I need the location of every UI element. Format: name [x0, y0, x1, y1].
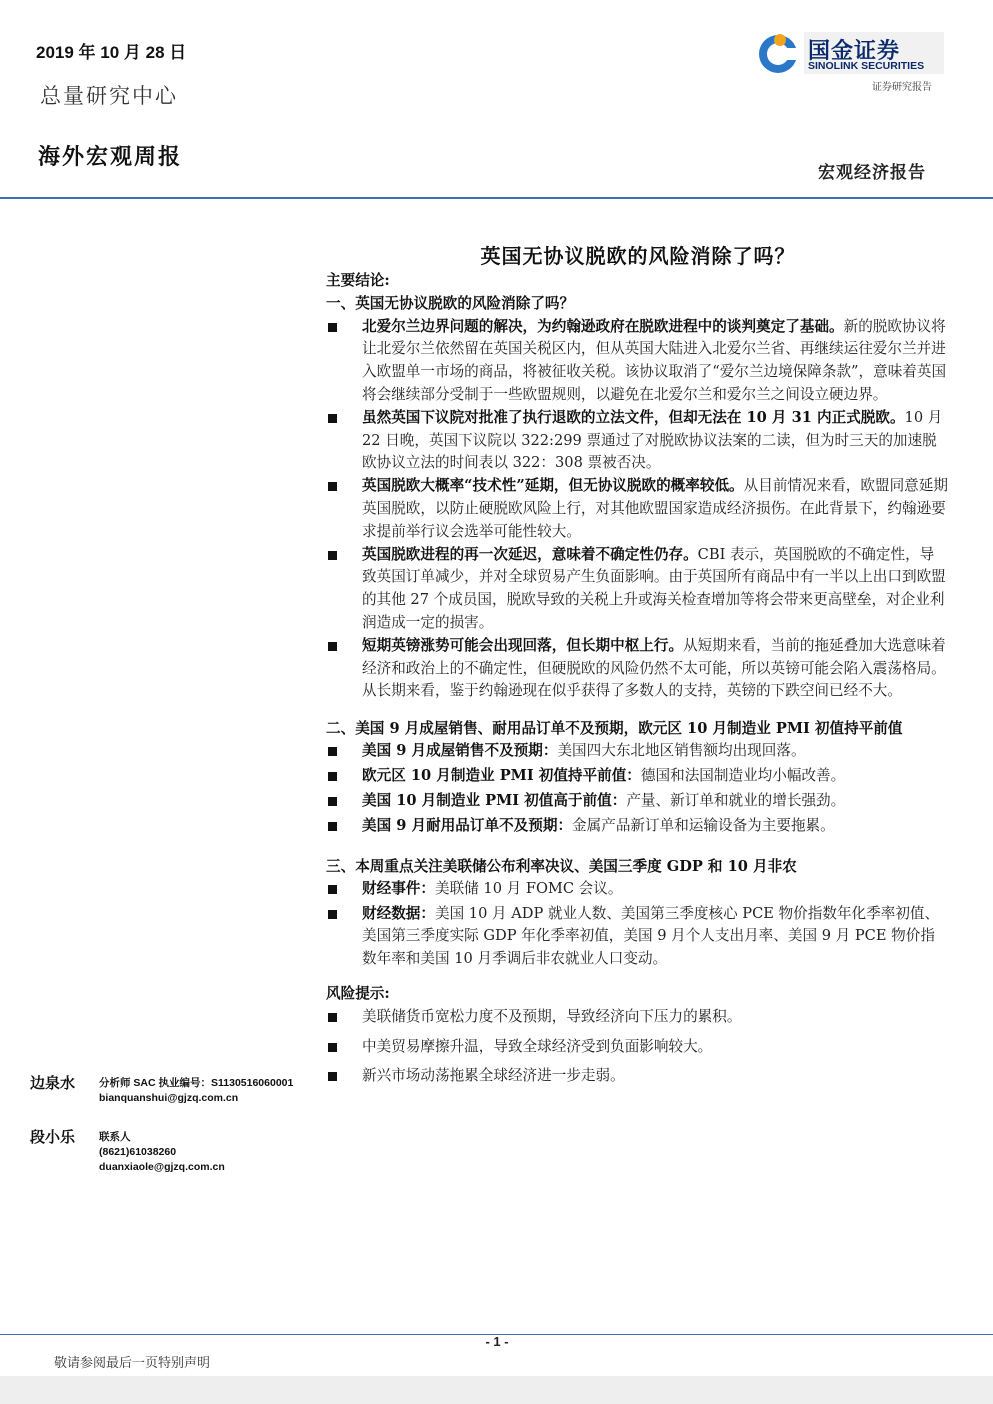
- author-email[interactable]: bianquanshui@gjzq.com.cn: [99, 1092, 239, 1104]
- item-lead: 英国脱欧大概率“技术性”延期，但无协议脱欧的概率较低。: [362, 477, 744, 495]
- square-bullet-icon: [328, 910, 337, 919]
- item-text: 新的脱欧协议将让北爱尔兰依然留在英国关税区内，但从英国大陆进入北爱尔兰省、再继续运往爱尔兰并进入欧盟单一市场的商品，将被征收关税。该协议取消了“爱尔兰边境保障条款”，意味着英国将会继续部分受制于一些欧盟规则，以避免在北爱尔兰和爱尔兰之间设立硬边界。: [362, 317, 947, 403]
- item-lead: 美国 9 月耐用品订单不及预期：: [362, 817, 573, 835]
- item-text: 美国 10 月 ADP 就业人数、美国第三季度核心 PCE 物价指数年化季率初值、美国第三季度实际 GDP 年化季率初值，美国 9 月个人支出月率、美国 9 月 PCE 物价指数年率和美国 10 月季调后非农就业人口变动。: [362, 904, 940, 968]
- list-item: [326, 790, 948, 813]
- footer-band: [0, 1376, 993, 1404]
- section2-heading: 二、美国 9 月成屋销售、耐用品订单不及预期，欧元区 10 月制造业 PMI 初值持平前值: [326, 720, 903, 738]
- item-lead: 财经事件：: [362, 879, 435, 897]
- logo-subtitle: 证券研究报告: [872, 82, 932, 93]
- list-item: [326, 544, 948, 635]
- square-bullet-icon: [328, 551, 337, 560]
- list-item: [326, 815, 948, 838]
- square-bullet-icon: [328, 822, 337, 831]
- list-item: [326, 407, 948, 475]
- list-item: [326, 765, 948, 788]
- square-bullet-icon: [328, 772, 337, 781]
- item-text: 金属产品新订单和运输设备为主要拖累。: [572, 817, 835, 835]
- square-bullet-icon: [328, 797, 337, 806]
- square-bullet-icon: [328, 414, 337, 423]
- item-lead: 美国 10 月制造业 PMI 初值高于前值：: [362, 792, 627, 810]
- list-item: [326, 635, 948, 703]
- list-item: [326, 878, 948, 901]
- item-text: 从目前情况来看，欧盟同意延期英国脱欧，以防止硬脱欧风险上行，对其他欧盟国家造成经济损伤。在此背景下，约翰逊要求提前举行议会选举可能性较大。: [362, 477, 948, 540]
- item-text: CBI 表示，英国脱欧的不确定性，导致英国订单减少，并对全球贸易产生负面影响。由于英国所有商品中有一半以上出口到欧盟的其他 27 个成员国，脱欧导致的关税上升或海关检查增加等将会带来更高壁垒，对企业利润造成一定的损害。: [362, 545, 946, 631]
- item-text: 从短期来看，当前的拖延叠加大选意味着经济和政治上的不确定性，但硬脱欧的风险仍然不太可能，所以英镑可能会陷入震荡格局。从长期来看，鉴于约翰逊现在似乎获得了多数人的支持，英镑的下跌空间已经不大。: [362, 636, 946, 700]
- risk-item: 新兴市场动荡拖累全球经济进一步走弱。: [362, 1067, 625, 1085]
- list-item: [326, 1065, 948, 1088]
- header-divider: [0, 197, 993, 199]
- author-entry: [30, 1072, 320, 1126]
- item-lead: 短期英镑涨势可能会出现回落，但长期中枢上行。: [362, 636, 684, 654]
- square-bullet-icon: [328, 747, 337, 756]
- authors-block: [30, 1072, 320, 1180]
- report-type: 宏观经济报告: [818, 163, 926, 183]
- list-item: [326, 316, 948, 407]
- item-lead: 英国脱欧进程的再一次延迟，意味着不确定性仍存。: [362, 545, 698, 563]
- square-bullet-icon: [328, 1072, 337, 1081]
- report-date: 2019 年 10 月 28 日: [36, 43, 187, 62]
- report-series: 海外宏观周报: [38, 144, 183, 170]
- risk-label: 风险提示:: [326, 985, 390, 1002]
- item-lead: 财经数据：: [362, 904, 435, 922]
- square-bullet-icon: [328, 482, 337, 491]
- square-bullet-icon: [328, 885, 337, 894]
- square-bullet-icon: [328, 323, 337, 332]
- footer-disclaimer: 敬请参阅最后一页特别声明: [54, 1356, 211, 1371]
- item-text: 美联储 10 月 FOMC 会议。: [434, 879, 623, 897]
- item-text: 德国和法国制造业均小幅改善。: [640, 767, 846, 785]
- author-email[interactable]: duanxiaole@gjzq.com.cn: [99, 1161, 225, 1173]
- author-info: [99, 1130, 225, 1175]
- list-item: [326, 1036, 948, 1059]
- square-bullet-icon: [328, 642, 337, 651]
- item-lead: 美国 9 月成屋销售不及预期：: [362, 742, 558, 760]
- risk-item: 中美贸易摩擦升温，导致全球经济受到负面影响较大。: [362, 1037, 713, 1055]
- author-name: 边泉水: [30, 1074, 76, 1092]
- risk-item: 美联储货币宽松力度不及预期，导致经济向下压力的累积。: [362, 1007, 742, 1025]
- page-number: - 1 -: [485, 1334, 509, 1349]
- author-role: 联系人: [99, 1131, 131, 1143]
- author-entry: [30, 1126, 320, 1180]
- report-title: 英国无协议脱欧的风险消除了吗？: [480, 244, 796, 268]
- item-lead: 北爱尔兰边界问题的解决，为约翰逊政府在脱欧进程中的谈判奠定了基础。: [362, 317, 844, 335]
- author-name: 段小乐: [30, 1128, 76, 1146]
- list-item: [326, 740, 948, 763]
- list-item: [326, 903, 948, 971]
- section3-heading: 三、本周重点关注美联储公布利率决议、美国三季度 GDP 和 10 月非农: [326, 857, 797, 875]
- conclusion-label: 主要结论:: [326, 272, 390, 289]
- list-item: [326, 475, 948, 543]
- item-text: 美国四大东北地区销售额均出现回落。: [557, 742, 806, 760]
- main-content: [326, 270, 948, 1090]
- author-role: 分析师 SAC 执业编号：S1130516060001: [99, 1077, 294, 1089]
- list-item: [326, 1006, 948, 1029]
- logo-text-cn: 国金证券: [808, 38, 901, 63]
- department-name: 总量研究中心: [40, 84, 178, 108]
- item-lead: 欧元区 10 月制造业 PMI 初值持平前值：: [362, 767, 641, 785]
- square-bullet-icon: [328, 1043, 337, 1052]
- item-text: 10 月 22 日晚，英国下议院以 322:299 票通过了对脱欧协议法案的二读，但为时三天的加速脱欧协议立法的时间表以 322：308 票被否决。: [362, 408, 943, 472]
- square-bullet-icon: [328, 1013, 337, 1022]
- author-phone: (8621)61038260: [99, 1146, 177, 1158]
- section1-heading: 一、英国无协议脱欧的风险消除了吗？: [326, 294, 575, 312]
- item-lead: 虽然英国下议院对批准了执行退欧的立法文件，但却无法在 10 月 31 内正式脱欧。: [362, 408, 905, 426]
- item-text: 产量、新订单和就业的增长强劲。: [626, 792, 846, 810]
- author-info: [99, 1076, 293, 1106]
- logo-text-en: SINOLINK SECURITIES: [808, 60, 925, 72]
